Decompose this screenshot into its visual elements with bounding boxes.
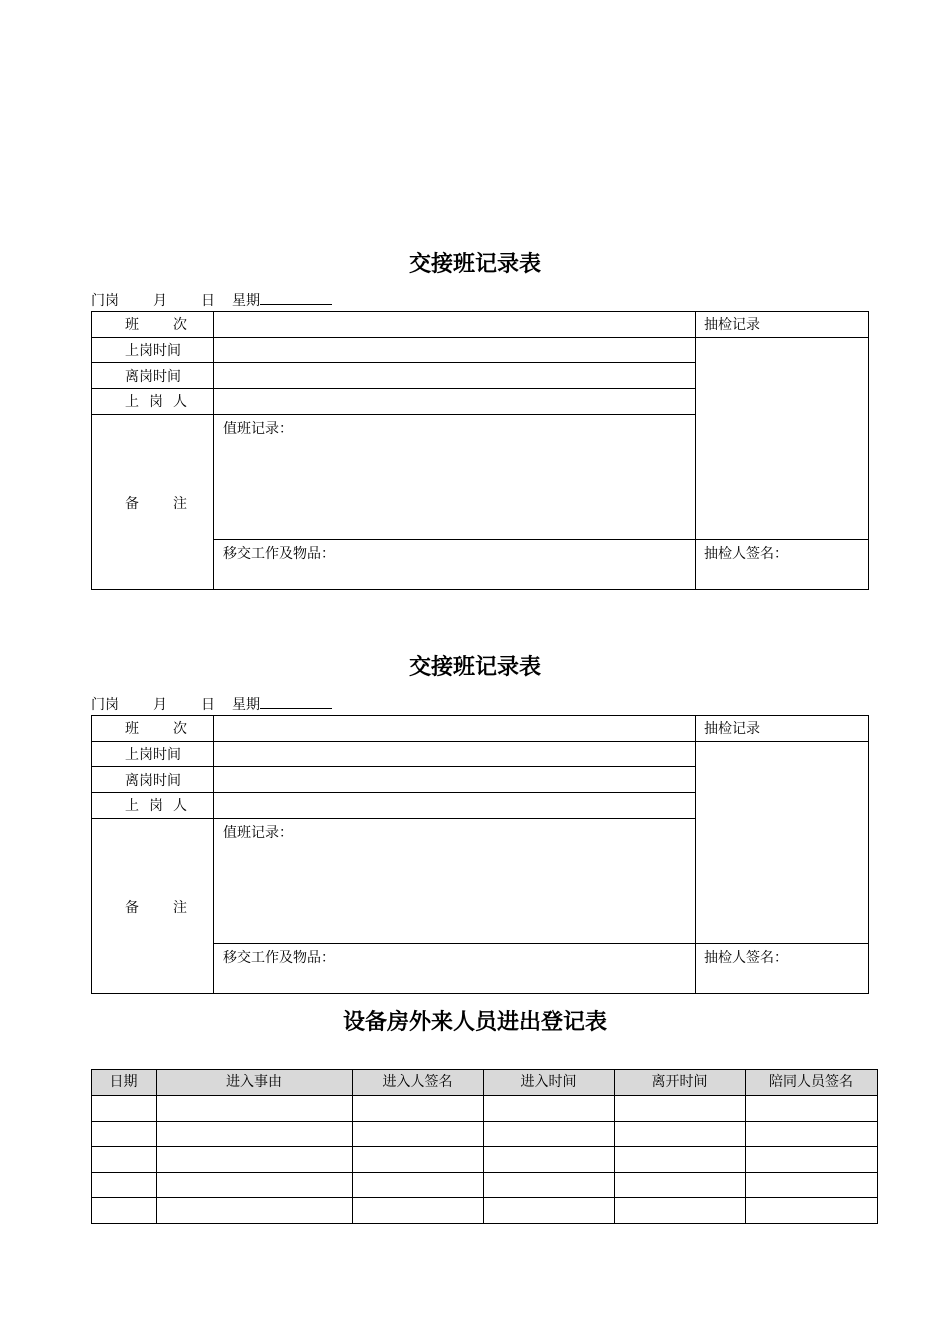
duty-record-label: 值班记录：	[223, 421, 293, 437]
handover-items-label: 移交工作及物品：	[223, 546, 335, 562]
handover-items-label: 移交工作及物品：	[223, 950, 335, 966]
register-cell[interactable]	[157, 1122, 352, 1147]
table-line	[213, 311, 214, 590]
register-cell[interactable]	[92, 1096, 156, 1121]
table-line	[91, 792, 696, 793]
register-cell[interactable]	[92, 1198, 156, 1223]
on-duty-time-label: 上岗时间	[125, 747, 181, 763]
register-column-header: 进入事由	[226, 1074, 282, 1090]
spot-check-record-label: 抽检记录	[704, 721, 760, 737]
register-cell[interactable]	[615, 1122, 745, 1147]
on-duty-person-label: 上 岗 人	[125, 798, 187, 814]
gate-post-label: 门岗	[91, 697, 119, 713]
register-cell[interactable]	[92, 1147, 156, 1172]
table-border-left	[91, 715, 92, 994]
off-duty-time-label: 离岗时间	[125, 773, 181, 789]
table-line	[213, 943, 869, 944]
table-line	[91, 337, 869, 338]
table-border-right	[868, 311, 869, 590]
gate-post-label: 门岗	[91, 293, 119, 309]
register-column-header: 日期	[109, 1074, 138, 1090]
register-title: 设备房外来人员进出登记表	[342, 1010, 607, 1035]
month-label: 月	[153, 697, 167, 713]
register-column-header: 陪同人员签名	[769, 1074, 853, 1090]
weekday-blank[interactable]	[260, 694, 332, 709]
duty-record-label: 值班记录：	[223, 825, 293, 841]
spot-check-record-label: 抽检记录	[704, 317, 760, 333]
register-cell[interactable]	[746, 1173, 877, 1198]
on-duty-time-label: 上岗时间	[125, 343, 181, 359]
table-border-right	[868, 715, 869, 994]
register-cell[interactable]	[615, 1096, 745, 1121]
register-border-bottom	[91, 1223, 878, 1224]
register-cell[interactable]	[353, 1122, 483, 1147]
register-cell[interactable]	[746, 1147, 877, 1172]
table-line	[91, 388, 696, 389]
register-column-line	[877, 1069, 878, 1224]
on-duty-person-label: 上 岗 人	[125, 394, 187, 410]
register-column-header: 进入时间	[520, 1074, 577, 1090]
form-title: 交接班记录表	[408, 252, 541, 277]
shift-label: 班 次	[125, 317, 187, 333]
register-cell[interactable]	[353, 1096, 483, 1121]
register-cell[interactable]	[746, 1096, 877, 1121]
weekday-blank[interactable]	[260, 290, 332, 305]
off-duty-time-label: 离岗时间	[125, 369, 181, 385]
register-cell[interactable]	[157, 1096, 352, 1121]
register-cell[interactable]	[157, 1173, 352, 1198]
form-title: 交接班记录表	[408, 655, 541, 680]
table-line	[695, 715, 696, 994]
register-cell[interactable]	[484, 1198, 614, 1223]
weekday-label: 星期	[232, 697, 260, 713]
register-cell[interactable]	[484, 1122, 614, 1147]
table-line	[213, 539, 869, 540]
register-cell[interactable]	[484, 1147, 614, 1172]
table-line	[213, 715, 214, 994]
register-cell[interactable]	[746, 1198, 877, 1223]
form-meta-line	[91, 290, 332, 310]
register-cell[interactable]	[615, 1147, 745, 1172]
table-line	[91, 362, 696, 363]
table-border-bottom	[91, 589, 869, 590]
table-line	[91, 818, 696, 819]
register-cell[interactable]	[92, 1122, 156, 1147]
table-border-bottom	[91, 993, 869, 994]
day-label: 日	[201, 293, 215, 309]
register-cell[interactable]	[92, 1173, 156, 1198]
register-cell[interactable]	[157, 1147, 352, 1172]
register-cell[interactable]	[615, 1198, 745, 1223]
register-cell[interactable]	[157, 1198, 352, 1223]
month-label: 月	[153, 293, 167, 309]
table-line	[91, 414, 696, 415]
register-cell[interactable]	[484, 1173, 614, 1198]
shift-label: 班 次	[125, 721, 187, 737]
day-label: 日	[201, 697, 215, 713]
register-cell[interactable]	[353, 1198, 483, 1223]
table-border-left	[91, 311, 92, 590]
table-border-top	[91, 311, 869, 312]
table-line	[91, 766, 696, 767]
register-cell[interactable]	[484, 1096, 614, 1121]
table-line	[91, 741, 869, 742]
weekday-label: 星期	[232, 293, 260, 309]
inspector-signature-label: 抽检人签名：	[704, 546, 788, 562]
register-cell[interactable]	[353, 1147, 483, 1172]
inspector-signature-label: 抽检人签名：	[704, 950, 788, 966]
remarks-label: 备 注	[125, 496, 187, 512]
register-border-top	[91, 1069, 878, 1070]
remarks-label: 备 注	[125, 900, 187, 916]
register-cell[interactable]	[615, 1173, 745, 1198]
register-column-header: 进入人签名	[382, 1074, 453, 1090]
form-meta-line	[91, 694, 332, 714]
register-cell[interactable]	[746, 1122, 877, 1147]
register-column-header: 离开时间	[651, 1074, 708, 1090]
table-border-top	[91, 715, 869, 716]
register-cell[interactable]	[353, 1173, 483, 1198]
table-line	[695, 311, 696, 590]
